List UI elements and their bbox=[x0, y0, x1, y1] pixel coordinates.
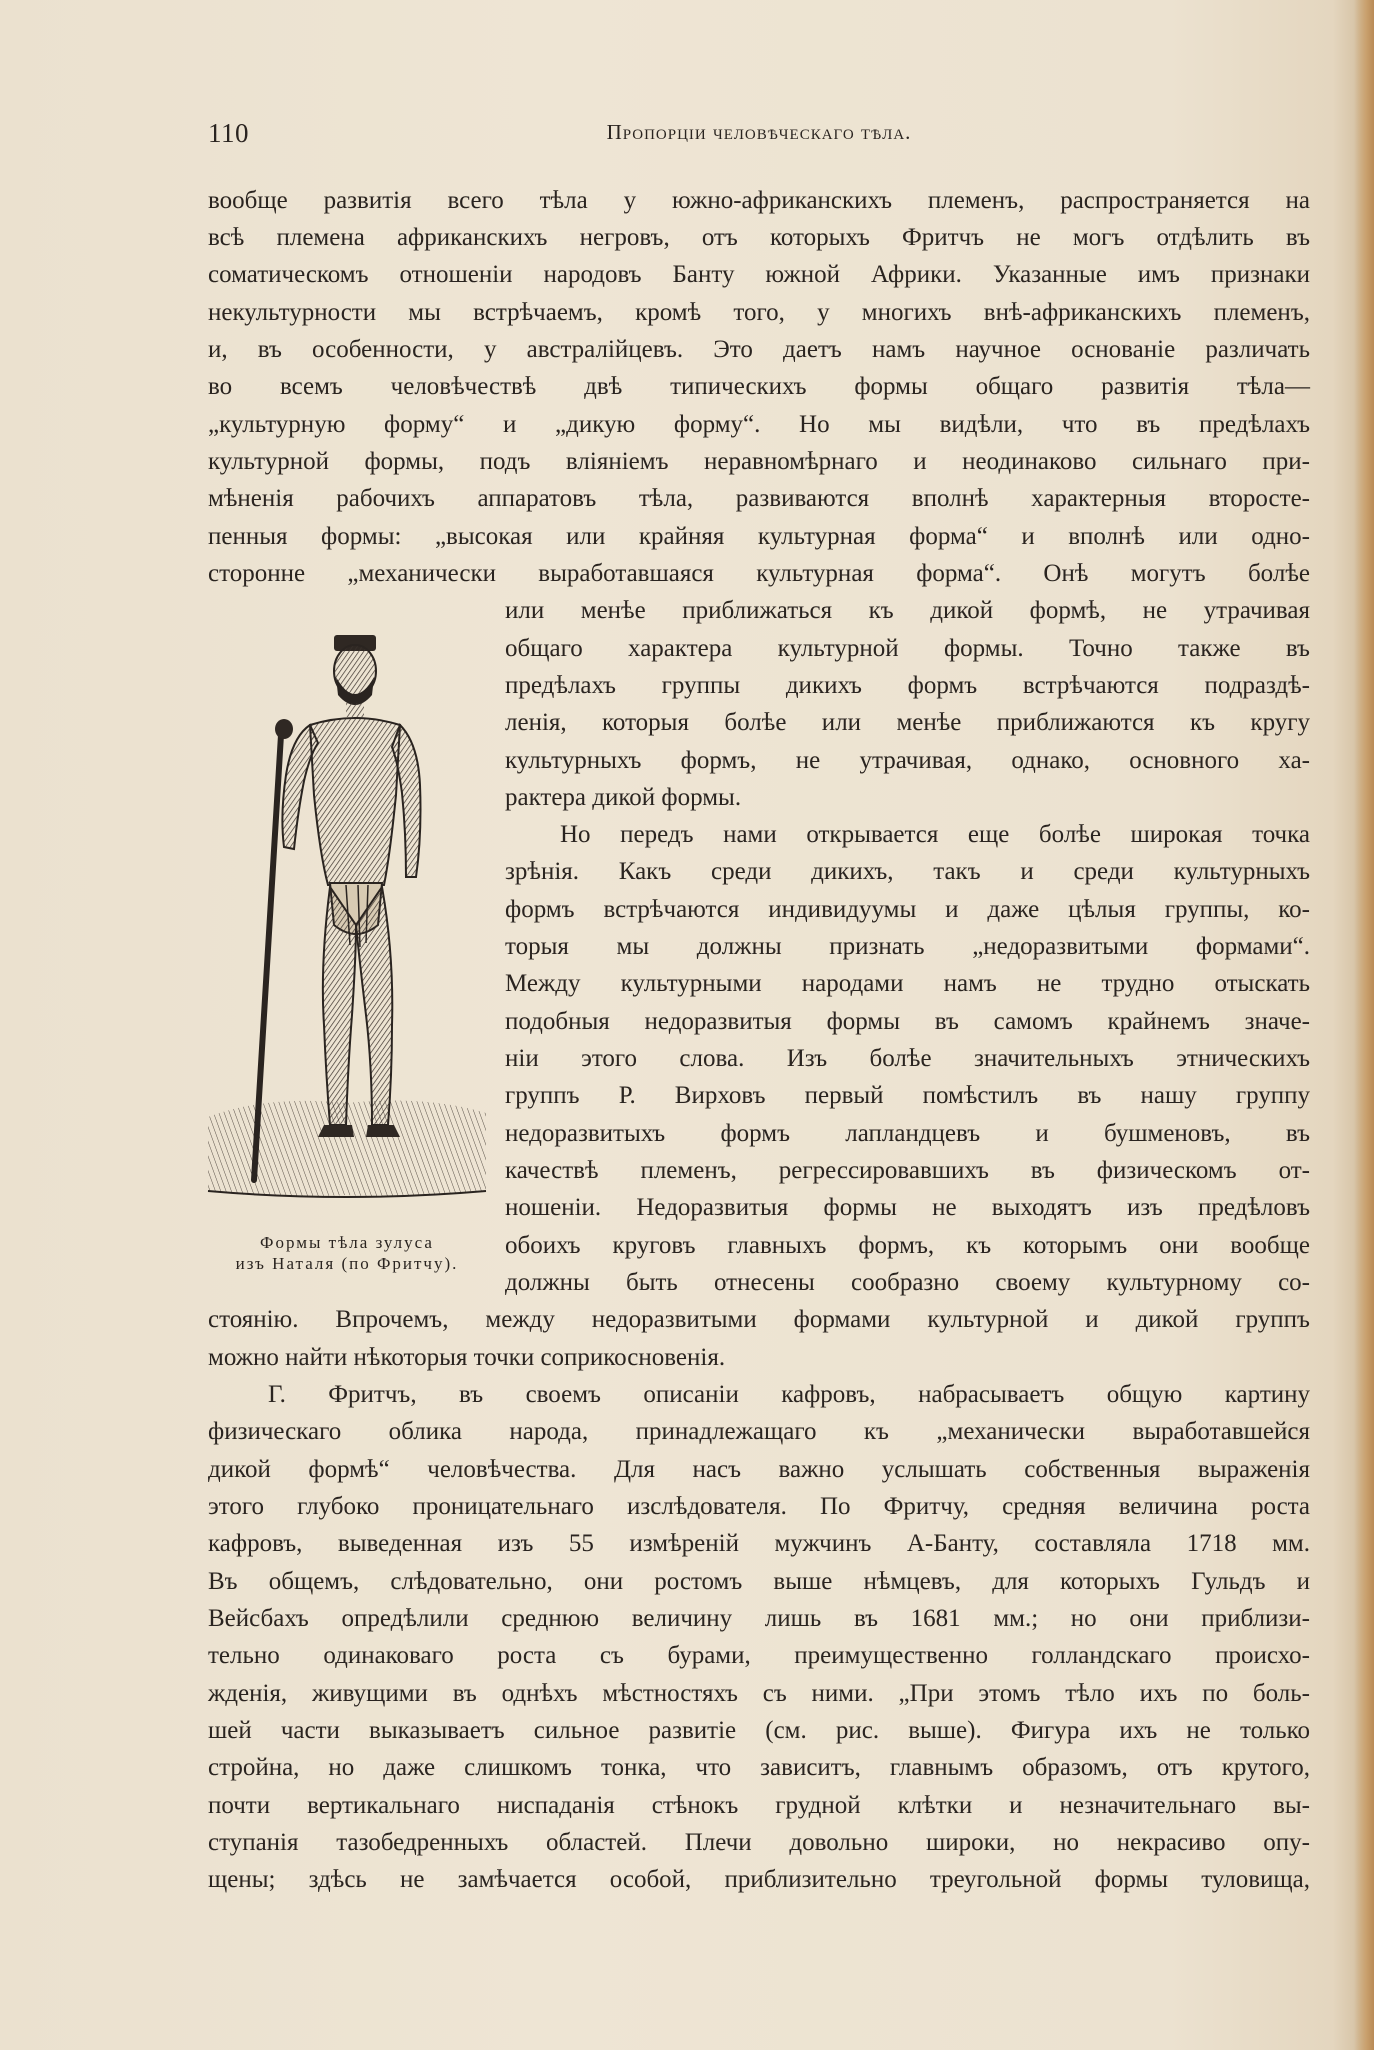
body-line: подобныя недоразвитыя формы въ самомъ крайнемъ значе- bbox=[505, 1008, 1310, 1035]
body-line: жденія, живущими въ однѣхъ мѣстностяхъ съ ними. „При этомъ тѣло ихъ по боль- bbox=[208, 1680, 1310, 1707]
body-line: Г. Фритчъ, въ своемъ описаніи кафровъ, набрасываетъ общую картину bbox=[268, 1381, 1310, 1408]
body-line: во всемъ человѣчествѣ двѣ типическихъ формы общаго развитія тѣла— bbox=[208, 373, 1310, 400]
body-line: вообще развитія всего тѣла у южно-африканскихъ племенъ, распространяется на bbox=[208, 187, 1310, 214]
body-line: ніи этого слова. Изъ болѣе значительныхъ этническихъ bbox=[505, 1045, 1310, 1072]
body-line: должны быть отнесены сообразно своему культурному со- bbox=[505, 1269, 1310, 1296]
running-title: Пропорціи человѣческаго тѣла. bbox=[606, 120, 912, 144]
body-line: Въ общемъ, слѣдовательно, они ростомъ выше нѣмцевъ, для которыхъ Гульдъ и bbox=[208, 1568, 1310, 1595]
body-line: рактера дикой формы. bbox=[505, 784, 742, 811]
page-edge-shadow bbox=[1354, 0, 1374, 2050]
body-line: щены; здѣсь не замѣчается особой, приблизительно треугольной формы туловища, bbox=[208, 1866, 1310, 1893]
body-line: „культурную форму“ и „дикую форму“. Но мы видѣли, что въ предѣлахъ bbox=[208, 411, 1310, 438]
body-line: некультурности мы встрѣчаемъ, кромѣ того, у многихъ внѣ-африканскихъ племенъ, bbox=[208, 299, 1310, 326]
figure-caption bbox=[206, 1232, 488, 1274]
body-line: соматическомъ отношеніи народовъ Банту южной Африки. Указанные имъ признаки bbox=[208, 261, 1310, 288]
body-line: пенныя формы: „высокая или крайняя культурная форма“ и вполнѣ или одно- bbox=[208, 523, 1310, 550]
body-line: кафровъ, выведенная изъ 55 измѣреній мужчинъ А-Банту, составляла 1718 мм. bbox=[208, 1530, 1310, 1557]
body-line: Вейсбахъ опредѣлили среднюю величину лишь въ 1681 мм.; но они приблизи- bbox=[208, 1605, 1310, 1632]
body-line: торыя мы должны признать „недоразвитыми формами“. bbox=[505, 933, 1310, 960]
body-line: общаго характера культурной формы. Точно также въ bbox=[505, 635, 1310, 662]
zulu-figure-illustration bbox=[206, 625, 488, 1233]
body-line: этого глубоко проницательнаго изслѣдователя. По Фритчу, средняя величина роста bbox=[208, 1493, 1310, 1520]
body-line: культурной формы, подъ вліяніемъ неравномѣрнаго и неодинаково сильнаго при- bbox=[208, 448, 1310, 475]
body-line: формъ встрѣчаются индивидуумы и даже цѣлыя группы, ко- bbox=[505, 896, 1310, 923]
caption-line: Формы тѣла зулуса bbox=[260, 1233, 434, 1252]
body-line: группъ Р. Вирховъ первый помѣстилъ въ нашу группу bbox=[505, 1082, 1310, 1109]
body-line: почти вертикальнаго ниспаданія стѣнокъ грудной клѣтки и незначительнаго вы- bbox=[208, 1792, 1310, 1819]
body-line: дикой формѣ“ человѣчества. Для насъ важно услышать собственныя выраженія bbox=[208, 1456, 1310, 1483]
caption-line: изъ Наталя (по Фритчу). bbox=[235, 1254, 459, 1273]
body-line: можно найти нѣкоторыя точки соприкосновенія. bbox=[208, 1344, 726, 1371]
body-line: стоянію. Впрочемъ, между недоразвитыми формами культурной и дикой группъ bbox=[208, 1306, 1310, 1333]
body-line: зрѣнія. Какъ среди дикихъ, такъ и среди культурныхъ bbox=[505, 858, 1310, 885]
body-line: шей части выказываетъ сильное развитіе (см. рис. выше). Фигура ихъ не только bbox=[208, 1717, 1310, 1744]
body-line: стройна, но даже слишкомъ тонка, что зависитъ, главнымъ образомъ, отъ крутого, bbox=[208, 1754, 1310, 1781]
body-line: ношеніи. Недоразвитыя формы не выходятъ изъ предѣловъ bbox=[505, 1194, 1310, 1221]
body-line: ленія, которыя болѣе или менѣе приближаются къ кругу bbox=[505, 709, 1310, 736]
page-header bbox=[208, 118, 1310, 158]
body-line: физическаго облика народа, принадлежащаго къ „механически выработавшейся bbox=[208, 1418, 1310, 1445]
body-line: культурныхъ формъ, не утрачивая, однако, основного ха- bbox=[505, 747, 1310, 774]
body-line: Но передъ нами открывается еще болѣе широкая точка bbox=[560, 821, 1310, 848]
page-number: 110 bbox=[208, 118, 249, 148]
body-line: мѣненія рабочихъ аппаратовъ тѣла, развиваются вполнѣ характерныя второсте- bbox=[208, 485, 1310, 512]
body-line: ступанія тазобедренныхъ областей. Плечи довольно широки, но некрасиво опу- bbox=[208, 1829, 1310, 1856]
body-line: всѣ племена африканскихъ негровъ, отъ которыхъ Фритчъ не могъ отдѣлить въ bbox=[208, 224, 1310, 251]
body-line: недоразвитыхъ формъ лапландцевъ и бушменовъ, въ bbox=[505, 1120, 1310, 1147]
body-line: тельно одинаковаго роста съ бурами, преимущественно голландскаго происхо- bbox=[208, 1642, 1310, 1669]
body-line: или менѣе приближаться къ дикой формѣ, не утрачивая bbox=[505, 597, 1310, 624]
body-line: сторонне „механически выработавшаяся культурная форма“. Онѣ могутъ болѣе bbox=[208, 560, 1310, 587]
body-line: и, въ особенности, у австралійцевъ. Это даетъ намъ научное основаніе различать bbox=[208, 336, 1310, 363]
body-line: Между культурными народами намъ не трудно отыскать bbox=[505, 970, 1310, 997]
body-line: качествѣ племенъ, регрессировавшихъ въ физическомъ от- bbox=[505, 1157, 1310, 1184]
body-line: обоихъ круговъ главныхъ формъ, къ которымъ они вообще bbox=[505, 1232, 1310, 1259]
body-line: предѣлахъ группы дикихъ формъ встрѣчаются подраздѣ- bbox=[505, 672, 1310, 699]
